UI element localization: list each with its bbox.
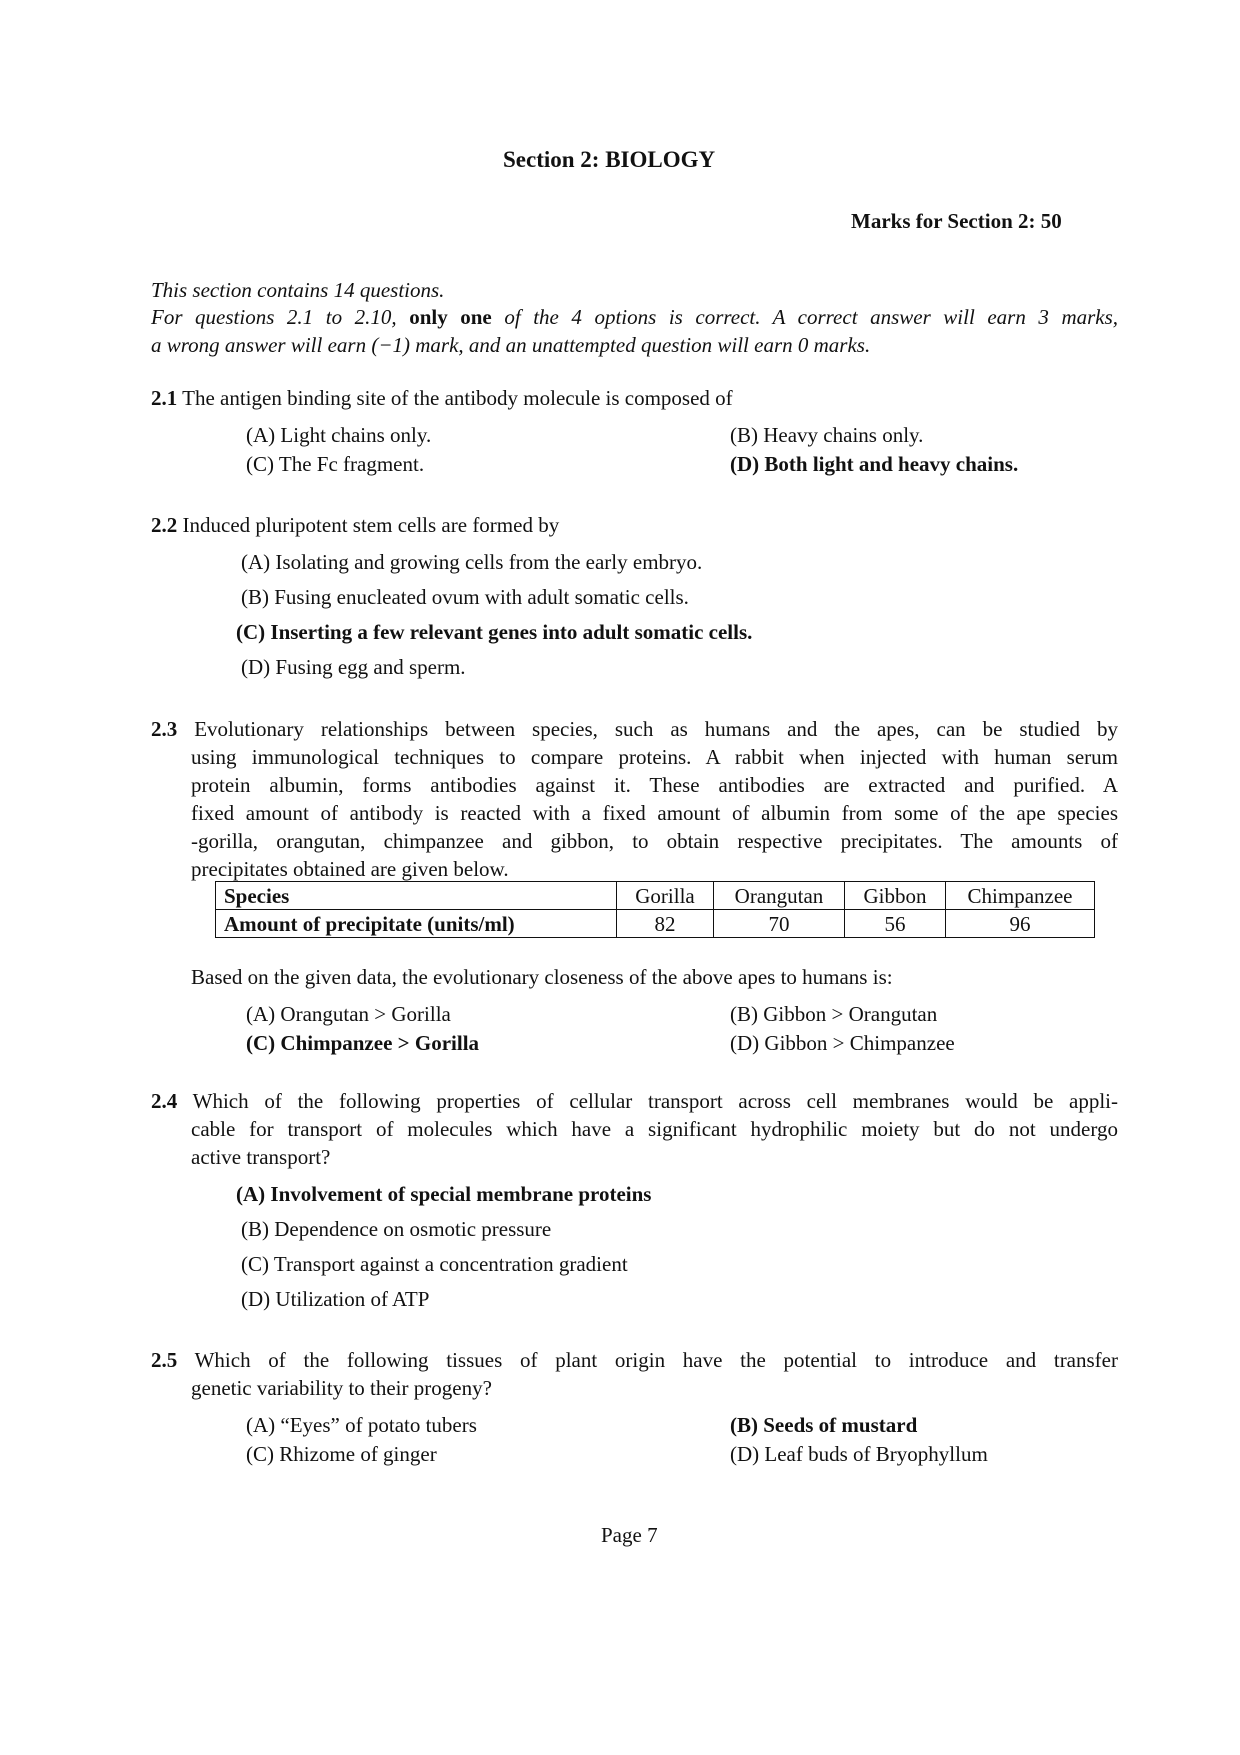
question-text: Which of the following tissues of plant origin have the potential to introduce and transfer (194, 1348, 1118, 1372)
option-label: (B) (730, 1002, 758, 1026)
instructions-line-3: a wrong answer will earn (−1) mark, and an unattempted question will earn 0 marks. (151, 333, 871, 357)
option-label: (C) (246, 1442, 274, 1466)
table-header-cell: Chimpanzee (946, 882, 1095, 910)
question-text: The antigen binding site of the antibody molecule is composed of (182, 386, 733, 410)
table-header-cell: Gibbon (845, 882, 946, 910)
table-cell: 70 (714, 910, 845, 938)
question-number: 2.2 (151, 513, 178, 537)
section-title: Section 2: BIOLOGY (503, 147, 716, 172)
option-2-3-a (246, 1000, 451, 1028)
question-2-2 (151, 511, 559, 539)
question-2-4-line-3: active transport? (191, 1145, 331, 1169)
option-text: Heavy chains only. (763, 423, 924, 447)
option-text: “Eyes” of potato tubers (280, 1413, 477, 1437)
question-number: 2.1 (151, 386, 178, 410)
option-2-4-a-correct (236, 1180, 651, 1208)
option-text: Gibbon > Chimpanzee (764, 1031, 955, 1055)
option-text: Utilization of ATP (275, 1287, 430, 1311)
option-text: Chimpanzee > Gorilla (280, 1031, 480, 1055)
question-2-3-prompt: Based on the given data, the evolutionary closeness of the above apes to humans is: (191, 965, 893, 989)
option-text: Transport against a concentration gradient (273, 1252, 628, 1276)
option-text: Rhizome of ginger (279, 1442, 437, 1466)
option-label: (D) (241, 1287, 271, 1311)
option-2-5-a (246, 1411, 477, 1439)
option-label: (C) (241, 1252, 269, 1276)
table-row-label: Amount of precipitate (units/ml) (216, 910, 617, 938)
option-2-5-b-correct (730, 1411, 917, 1439)
option-label: (B) (730, 423, 758, 447)
question-text: Evolutionary relationships between species, such as humans and the apes, can be studied by (194, 717, 1119, 741)
option-2-4-d (241, 1285, 429, 1313)
option-2-1-a (246, 421, 431, 449)
option-2-3-d (730, 1029, 955, 1057)
option-2-2-c-correct (236, 618, 752, 646)
option-label: (A) (246, 423, 276, 447)
option-label: (A) (246, 1413, 276, 1437)
option-2-3-b (730, 1000, 937, 1028)
question-2-5-line-2: genetic variability to their progeny? (191, 1376, 492, 1400)
option-label: (D) (730, 452, 760, 476)
option-2-5-d (730, 1440, 988, 1468)
question-2-3-line-4: fixed amount of antibody is reacted with a fixed amount of albumin from some of the ape species (191, 801, 1118, 825)
question-number: 2.3 (151, 717, 178, 741)
question-2-3-line-5: -gorilla, orangutan, chimpanzee and gibbon, to obtain respective precipitates. The amounts of (191, 829, 1118, 853)
option-text: The Fc fragment. (278, 452, 425, 476)
option-2-5-c (246, 1440, 437, 1468)
option-2-3-c-correct (246, 1029, 479, 1057)
question-2-5-line-1 (151, 1346, 1118, 1374)
option-label: (C) (236, 620, 266, 644)
option-label: (C) (246, 1031, 276, 1055)
table-header-cell: Orangutan (714, 882, 845, 910)
table-row (216, 882, 1095, 910)
table-row (216, 910, 1095, 938)
option-2-4-b (241, 1215, 551, 1243)
option-2-2-b (241, 583, 689, 611)
option-label: (B) (241, 1217, 269, 1241)
option-label: (B) (241, 585, 269, 609)
instructions-emphasis: only one (409, 305, 492, 329)
question-2-4-line-1 (151, 1087, 1118, 1115)
option-text: Gibbon > Orangutan (763, 1002, 938, 1026)
table-header-label: Species (216, 882, 617, 910)
option-text: Both light and heavy chains. (764, 452, 1019, 476)
option-text: Light chains only. (280, 423, 432, 447)
table-header-cell: Gorilla (617, 882, 714, 910)
option-2-1-d-correct (730, 450, 1018, 478)
question-text: Induced pluripotent stem cells are formed by (182, 513, 560, 537)
option-2-1-c (246, 450, 424, 478)
option-label: (A) (236, 1182, 266, 1206)
option-2-2-a (241, 548, 702, 576)
precipitate-table (215, 881, 1095, 938)
question-2-3-line-6: precipitates obtained are given below. (191, 857, 509, 881)
question-2-3-line-3: protein albumin, forms antibodies against it. These antibodies are extracted and purified. A (191, 773, 1118, 797)
table-cell: 96 (946, 910, 1095, 938)
option-text: Involvement of special membrane proteins (270, 1182, 652, 1206)
question-number: 2.5 (151, 1348, 178, 1372)
option-label: (D) (730, 1031, 760, 1055)
option-label: (A) (241, 550, 271, 574)
instructions-line-2 (151, 303, 1118, 331)
option-label: (A) (246, 1002, 276, 1026)
option-text: Orangutan > Gorilla (280, 1002, 451, 1026)
option-label: (D) (241, 655, 271, 679)
question-2-3-line-2: using immunological techniques to compare proteins. A rabbit when injected with human serum (191, 745, 1118, 769)
question-text: Which of the following properties of cellular transport across cell membranes would be appli- (192, 1089, 1119, 1113)
section-marks: Marks for Section 2: 50 (851, 209, 1062, 233)
option-text: Isolating and growing cells from the early embryo. (275, 550, 703, 574)
option-text: Seeds of mustard (763, 1413, 918, 1437)
instructions-line-2-start: For questions 2.1 to 2.10, (151, 305, 397, 329)
table-cell: 82 (617, 910, 714, 938)
table-cell: 56 (845, 910, 946, 938)
option-2-1-b (730, 421, 923, 449)
option-text: Fusing egg and sperm. (275, 655, 466, 679)
option-2-2-d (241, 653, 466, 681)
page-number: Page 7 (601, 1523, 658, 1547)
option-2-4-c (241, 1250, 628, 1278)
option-text: Leaf buds of Bryophyllum (764, 1442, 988, 1466)
option-text: Fusing enucleated ovum with adult somatic cells. (274, 585, 689, 609)
question-2-3-line-1 (151, 715, 1118, 743)
instructions-line-1: This section contains 14 questions. (151, 278, 445, 302)
question-number: 2.4 (151, 1089, 178, 1113)
instructions-line-2-end: of the 4 options is correct. A correct answer will earn 3 marks, (504, 305, 1119, 329)
option-text: Dependence on osmotic pressure (274, 1217, 552, 1241)
option-text: Inserting a few relevant genes into adult somatic cells. (270, 620, 753, 644)
question-2-4-line-2: cable for transport of molecules which have a significant hydrophilic moiety but do not undergo (191, 1117, 1118, 1141)
question-2-1 (151, 384, 733, 412)
option-label: (C) (246, 452, 274, 476)
option-label: (D) (730, 1442, 760, 1466)
option-label: (B) (730, 1413, 758, 1437)
